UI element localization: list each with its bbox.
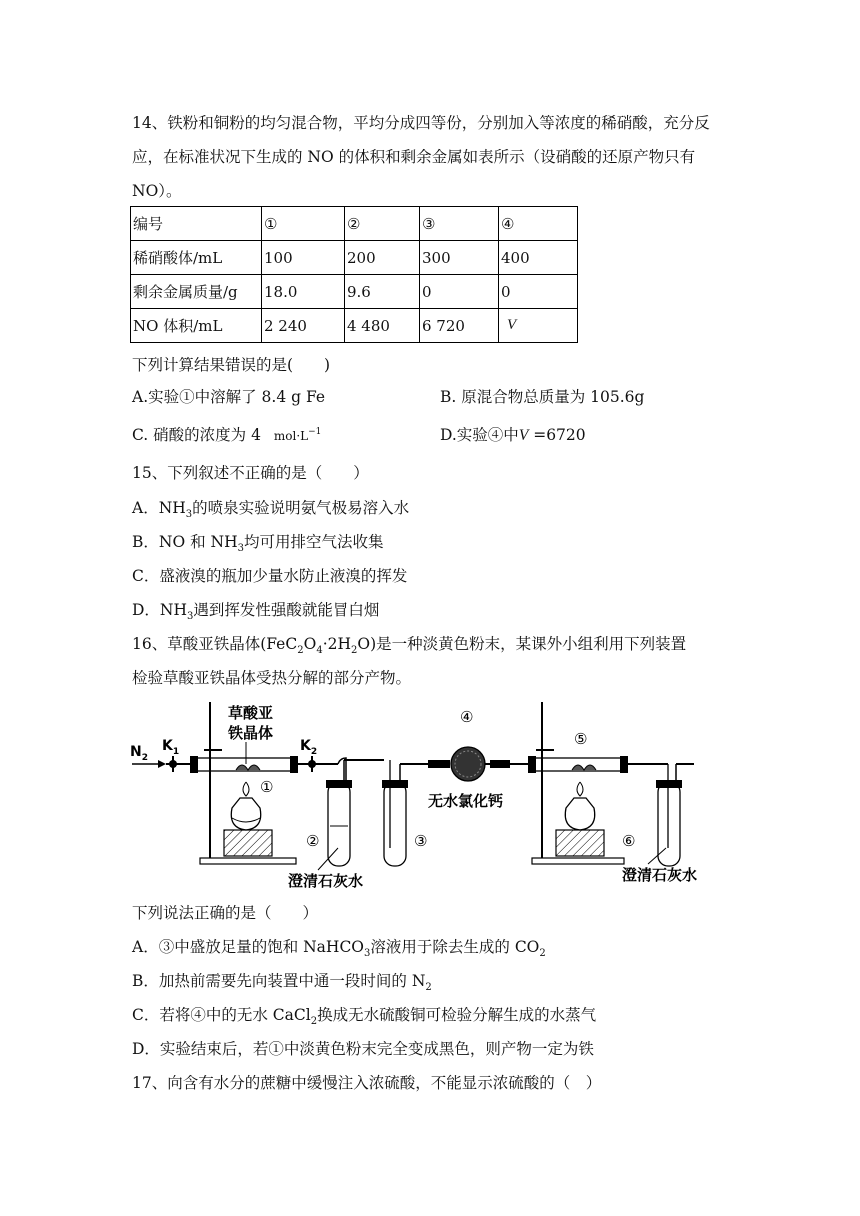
table-row [131, 309, 578, 343]
n2-arrowhead [158, 760, 166, 768]
heating-block-5 [556, 830, 604, 856]
tube-2-stopper [326, 780, 352, 788]
table-cell: 0 [499, 275, 578, 309]
marker-5: ⑤ [574, 730, 588, 748]
n2-label: $N_2$ [130, 744, 148, 763]
table-row [131, 275, 578, 309]
q16-c-sub: 2 [310, 1016, 318, 1027]
drying-tube-connector-b [490, 760, 510, 768]
q14-option-c-unit: mol·L [273, 429, 309, 443]
q16-c-pre: C．若将④中的无水 CaCl [132, 1006, 311, 1024]
q15-stem: 15、下列叙述不正确的是（ ） [132, 464, 369, 482]
q14-option-c-text: C. 硝酸的浓度为 4 [132, 426, 261, 444]
q15-option-c: C．盛液溴的瓶加少量水防止液溴的挥发 [132, 567, 408, 585]
drying-tube-4 [451, 747, 485, 781]
q16-b-pre: B．加热前需要先向装置中通一段时间的 N [132, 972, 426, 990]
table-cell: ① [262, 207, 345, 241]
q16-a-sub2: 2 [539, 948, 546, 959]
k2-label: $K_2$ [300, 738, 318, 757]
q14-option-a: A.实验①中溶解了 8.4 g Fe [132, 388, 326, 406]
q15-d-pre: D．NH [132, 601, 188, 619]
stand-base-1 [200, 858, 296, 864]
limewater-label-1: 澄清石灰水 [288, 872, 364, 890]
q15-a-post: 的喷泉实验说明氨气极易溶入水 [192, 499, 410, 517]
q16-b-sub: 2 [425, 982, 432, 993]
q16-c-post: 换成无水硫酸铜可检验分解生成的水蒸气 [317, 1006, 597, 1024]
marker-6: ⑥ [622, 832, 636, 850]
q14-option-d [440, 425, 586, 446]
q16-stem-s2: 4 [316, 645, 323, 656]
q16-option-d: D．实验结束后，若①中淡黄色粉末完全变成黑色，则产物一定为铁 [132, 1040, 594, 1058]
q14-option-b: B. 原混合物总质量为 105.6g [440, 388, 645, 406]
marker-2: ② [306, 832, 320, 850]
q15-option-d [132, 600, 379, 623]
table-cell: ④ [499, 207, 578, 241]
stopper-5b [620, 756, 628, 773]
flame-5 [577, 782, 583, 796]
q14-option-c-exp: −1 [308, 427, 322, 437]
q15-d-sub: 3 [187, 611, 194, 622]
q15-b-post: 均可用排空气法收集 [243, 533, 384, 551]
lamp-1 [231, 798, 260, 830]
table-cell: 剩余金属质量/g [131, 275, 262, 309]
table-cell: ③ [420, 207, 499, 241]
q14-stem: 14、铁粉和铜粉的均匀混合物，平均分成四等份，分别加入等浓度的稀硝酸，充分反应，在标准状况下生成的 NO 的体积和剩余金属如表所示（设硝酸的还原产物只有 NO）。 [132, 114, 710, 200]
limewater-label-2: 澄清石灰水 [622, 866, 698, 884]
tube-3-stopper [382, 780, 408, 788]
q16-stem-4: O)是一种淡黄色粉末，某课外小组利用下列装置 [357, 635, 687, 653]
table-cell: 18.0 [262, 275, 345, 309]
table-cell: 6 720 [420, 309, 499, 343]
q16-a-mid: 溶液用于除去生成的 CO [370, 938, 540, 956]
crystal-label-1: 草酸亚 [228, 704, 274, 722]
q15-d-post: 遇到挥发性强酸就能冒白烟 [193, 601, 380, 619]
q16-stem-s1: 2 [297, 645, 304, 656]
q14-option-d-pre: D.实验④中 [440, 426, 519, 444]
table-cell: 0 [420, 275, 499, 309]
q15-a-pre: A．NH [132, 499, 186, 517]
q17-stem: 17、向含有水分的蔗糖中缓慢注入浓硫酸，不能显示浓硫酸的（ ） [132, 1074, 602, 1092]
apparatus-diagram [128, 698, 728, 896]
q14-prompt: 下列计算结果错误的是( ) [132, 356, 331, 374]
q16-stem-3: ·2H [322, 635, 351, 653]
test-tube-3 [384, 782, 406, 866]
q16-prompt: 下列说法正确的是（ ） [132, 904, 319, 922]
q16-a-pre: A．③中盛放足量的饱和 NaHCO [132, 938, 365, 956]
no-volume-table [130, 206, 578, 343]
stopper-1b [290, 756, 298, 773]
q16-option-c [132, 1005, 596, 1028]
q15-b-pre: B．NO 和 NH [132, 533, 238, 551]
stand-base-5 [532, 858, 624, 864]
q15-a-sub: 3 [185, 509, 193, 520]
q14-option-c [132, 425, 321, 448]
table-cell: ② [345, 207, 420, 241]
drying-tube-connector-a [428, 760, 450, 768]
q14-option-d-var: V [518, 427, 529, 444]
table-row [131, 207, 578, 241]
q15-option-a [132, 498, 409, 521]
q16-a-sub: 3 [364, 948, 371, 959]
table-cell: 300 [420, 241, 499, 275]
flame-1 [243, 782, 249, 796]
table-cell: NO 体积/mL [131, 309, 262, 343]
q16-option-b [132, 971, 432, 994]
k1-label: $K_1$ [162, 738, 180, 757]
q15-b-sub: 3 [237, 543, 244, 554]
table-cell: 稀硝酸体/mL [131, 241, 262, 275]
table-cell: 100 [262, 241, 345, 275]
stopper-1a [190, 756, 198, 773]
table-cell: 编号 [131, 207, 262, 241]
heating-block-1 [224, 830, 272, 856]
marker-3: ③ [414, 832, 428, 850]
stopper-5a [528, 756, 536, 773]
q16-stem-s3: 2 [351, 645, 358, 656]
cacl2-label: 无水氯化钙 [428, 792, 504, 810]
q16-option-a [132, 937, 546, 960]
table-cell: 400 [499, 241, 578, 275]
table-cell: 2 240 [262, 309, 345, 343]
q16-stem-line2: 检验草酸亚铁晶体受热分解的部分产物。 [132, 669, 412, 687]
marker-4: ④ [460, 708, 474, 726]
q15-option-b [132, 532, 384, 555]
marker-1: ① [260, 778, 274, 796]
table-row [131, 241, 578, 275]
tube-6-stopper [656, 780, 682, 788]
lamp-5 [565, 798, 594, 830]
q16-stem [132, 634, 686, 657]
q14-option-d-post: =6720 [528, 426, 586, 444]
q16-stem-1: 16、草酸亚铁晶体(FeC [132, 635, 298, 653]
table-cell: 200 [345, 241, 420, 275]
table-cell: 9.6 [345, 275, 420, 309]
table-cell: V [499, 309, 578, 343]
test-tube-2 [328, 782, 350, 866]
test-tube-6 [658, 782, 680, 866]
q16-stem-2: O [303, 635, 317, 653]
table-cell: 4 480 [345, 309, 420, 343]
crystal-label-2: 铁晶体 [228, 724, 274, 742]
